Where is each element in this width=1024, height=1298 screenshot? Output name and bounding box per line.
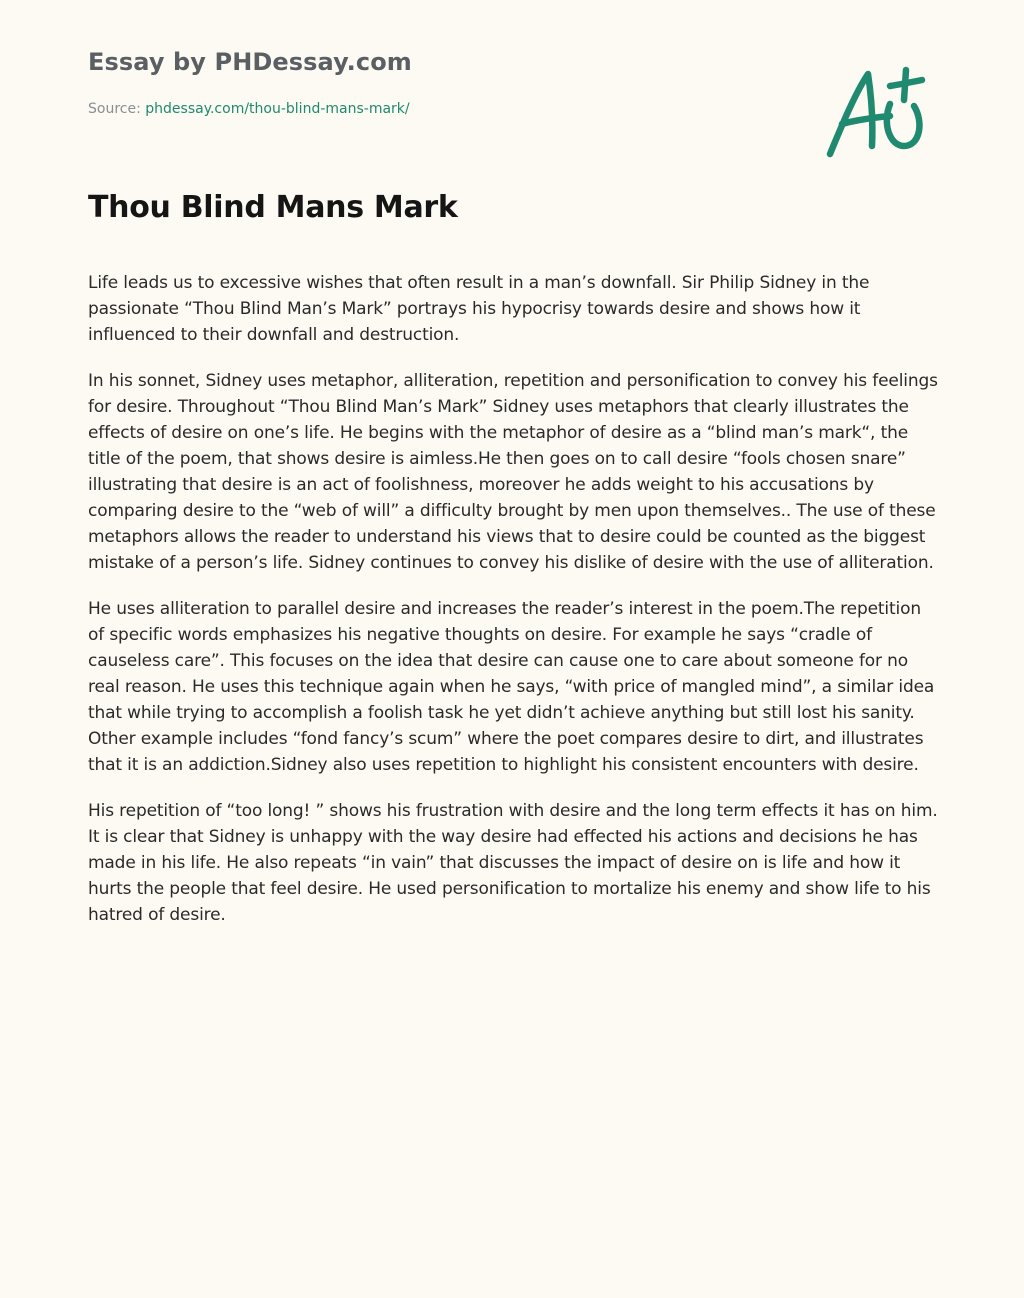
source-link[interactable]: phdessay.com/thou-blind-mans-mark/ [145,101,410,117]
essay-paragraph: He uses alliteration to parallel desire and increases the reader’s interest in the poem.The repetition of specific words emphasizes his negative thoughts on desire. For example he says “cradle of causeless care”. This focuses on the idea that desire can cause one to care about someone for no real reason. He uses this technique again when he says, “with price of mangled mind”, a similar idea that while trying to accomplish a foolish task he yet didn’t achieve anything but still lost his sanity. Other example includes “fond fancy’s scum” where the poet compares desire to dirt, and illustrates that it is an addiction.Sidney also uses repetition to highlight his consistent encounters with desire. [88,599,935,775]
essay-title: Thou Blind Mans Mark [88,190,458,225]
essay-body [88,270,938,948]
essay-paragraph: His repetition of “too long! ” shows his frustration with desire and the long term effects it has on him. It is clear that Sidney is unhappy with the way desire had effected his actions and decisions he has made in his life. He also repeats “in vain” that discusses the impact of desire on is life and how it hurts the people that feel desire. He used personification to mortalize his enemy and show life to his hatred of desire. [88,801,938,925]
a-plus-logo-icon [820,62,932,162]
source-label: Source: [88,101,146,117]
essay-paragraph: In his sonnet, Sidney uses metaphor, alliteration, repetition and personification to convey his feelings for desire. Throughout “Thou Blind Man’s Mark” Sidney uses metaphors that clearly illustrates the effects of desire on one’s life. He begins with the metaphor of desire as a “blind man’s mark“, the title of the poem, that shows desire is aimless.He then goes on to call desire “fools chosen snare” illustrating that desire is an act of foolishness, moreover he adds weight to his accusations by comparing desire to the “web of will” a difficulty brought by men upon themselves.. The use of these metaphors allows the reader to understand his views that to desire could be counted as the biggest mistake of a person’s life. Sidney continues to convey his dislike of desire with the use of alliteration. [88,371,938,573]
source-line [88,101,410,117]
site-title: Essay by PHDessay.com [88,48,412,76]
essay-paragraph: Life leads us to excessive wishes that often result in a man’s downfall. Sir Philip Sidney in the passionate “Thou Blind Man’s Mark” portrays his hypocrisy towards desire and shows how it influenced to their downfall and destruction. [88,273,870,345]
